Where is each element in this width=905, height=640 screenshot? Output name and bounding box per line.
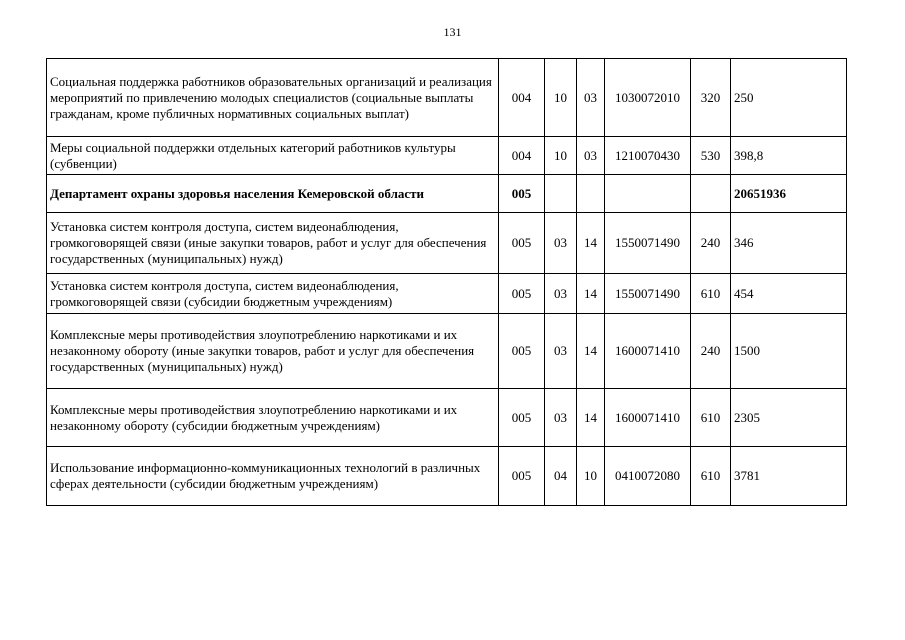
- target-item-code: 1030072010: [605, 59, 691, 137]
- target-item-code: 1550071490: [605, 213, 691, 274]
- table-row: [47, 389, 847, 447]
- department-code: 005: [499, 274, 545, 314]
- subsection-code: 14: [577, 213, 605, 274]
- amount: 346: [731, 213, 847, 274]
- target-item-code: 1600071410: [605, 389, 691, 447]
- amount: 454: [731, 274, 847, 314]
- amount: 398,8: [731, 137, 847, 175]
- expense-type-code: [691, 175, 731, 213]
- subsection-code: 03: [577, 59, 605, 137]
- department-code: 005: [499, 213, 545, 274]
- amount: 3781: [731, 447, 847, 506]
- table-row: [47, 175, 847, 213]
- subsection-code: 14: [577, 389, 605, 447]
- row-description: Департамент охраны здоровья населения Кемеровской области: [47, 175, 499, 213]
- section-code: 03: [545, 314, 577, 389]
- table-row: [47, 213, 847, 274]
- amount: 250: [731, 59, 847, 137]
- subsection-code: 14: [577, 274, 605, 314]
- page-number: 131: [443, 25, 462, 39]
- row-description: Меры социальной поддержки отдельных категорий работников культуры (субвенции): [47, 137, 499, 175]
- department-code: 005: [499, 389, 545, 447]
- section-code: 03: [545, 274, 577, 314]
- subsection-code: 03: [577, 137, 605, 175]
- department-code: 004: [499, 59, 545, 137]
- subsection-code: [577, 175, 605, 213]
- expense-type-code: 610: [691, 389, 731, 447]
- amount: 1500: [731, 314, 847, 389]
- amount: 20651936: [731, 175, 847, 213]
- section-code: 03: [545, 389, 577, 447]
- budget-table: [46, 58, 847, 506]
- row-description: Комплексные меры противодействия злоупотреблению наркотиками и их незаконному обороту (иные закупки товаров, работ и услуг для обеспечения государственных (муниципальных) нужд): [47, 314, 499, 389]
- target-item-code: [605, 175, 691, 213]
- subsection-code: 10: [577, 447, 605, 506]
- table-row: [47, 59, 847, 137]
- department-code: 005: [499, 175, 545, 213]
- row-description: Использование информационно-коммуникационных технологий в различных сферах деятельности (субсидии бюджетным учреждениям): [47, 447, 499, 506]
- target-item-code: 1600071410: [605, 314, 691, 389]
- section-code: 10: [545, 137, 577, 175]
- expense-type-code: 240: [691, 213, 731, 274]
- expense-type-code: 610: [691, 274, 731, 314]
- expense-type-code: 240: [691, 314, 731, 389]
- target-item-code: 1550071490: [605, 274, 691, 314]
- department-code: 005: [499, 447, 545, 506]
- section-code: [545, 175, 577, 213]
- section-code: 04: [545, 447, 577, 506]
- row-description: Установка систем контроля доступа, систем видеонаблюдения, громкоговорящей связи (субсидии бюджетным учреждениям): [47, 274, 499, 314]
- expense-type-code: 530: [691, 137, 731, 175]
- table-row: [47, 137, 847, 175]
- row-description: Установка систем контроля доступа, систем видеонаблюдения, громкоговорящей связи (иные закупки товаров, работ и услуг для обеспечения государственных (муниципальных) нужд): [47, 213, 499, 274]
- expense-type-code: 320: [691, 59, 731, 137]
- row-description: Комплексные меры противодействия злоупотреблению наркотиками и их незаконному обороту (субсидии бюджетным учреждениям): [47, 389, 499, 447]
- target-item-code: 1210070430: [605, 137, 691, 175]
- section-code: 03: [545, 213, 577, 274]
- table-row: [47, 447, 847, 506]
- table-row: [47, 274, 847, 314]
- row-description: Социальная поддержка работников образовательных организаций и реализация мероприятий по привлечению молодых специалистов (социальные выплаты гражданам, кроме публичных нормативных социальных выплат): [47, 59, 499, 137]
- amount: 2305: [731, 389, 847, 447]
- target-item-code: 0410072080: [605, 447, 691, 506]
- section-code: 10: [545, 59, 577, 137]
- department-code: 004: [499, 137, 545, 175]
- table-row: [47, 314, 847, 389]
- department-code: 005: [499, 314, 545, 389]
- expense-type-code: 610: [691, 447, 731, 506]
- subsection-code: 14: [577, 314, 605, 389]
